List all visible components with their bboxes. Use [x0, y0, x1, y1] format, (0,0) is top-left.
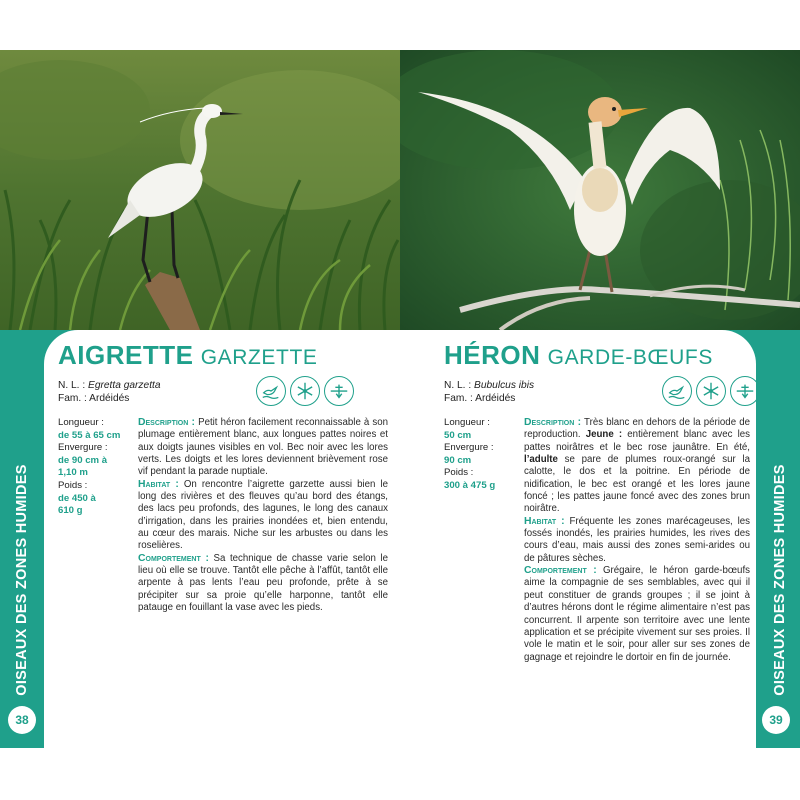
habitat-icons [662, 376, 760, 406]
page-number: 39 [762, 706, 790, 734]
title-main: AIGRETTE [58, 340, 194, 370]
family-label: Fam. : [444, 393, 473, 404]
species-title [58, 340, 318, 373]
bird-flight-icon [324, 376, 354, 406]
behaviour-text: Grégaire, le héron garde-bœufs aime la compagnie de ses semblables, avec qui il peut constituer de grands groupes ; il se joint à d’autres hérons dont le régime alimentaire n’est pas concurrent. Il arpente son territoire avec une lente application et se précipite vivement sur ses proies. Il vole le matin et le soir, pour aller sur ses zones de gagnage et rejoindre le dortoir en fin de journée. [524, 565, 750, 663]
snowflake-icon [696, 376, 726, 406]
family-value: Ardéidés [89, 393, 130, 404]
behaviour-paragraph [138, 553, 388, 615]
habitat-heading: Habitat : [524, 515, 565, 527]
species-card [44, 330, 400, 748]
title-main: HÉRON [444, 340, 541, 370]
latin-name-row [58, 379, 161, 392]
section-label: OISEAUX DES ZONES HUMIDES [14, 464, 30, 696]
latin-name-row [444, 379, 534, 392]
snowflake-icon [290, 376, 320, 406]
wingspan-label: Envergure : [444, 442, 494, 454]
little-egret-photo [0, 50, 400, 330]
weight-label: Poids : [58, 479, 88, 491]
behaviour-heading: Comportement : [524, 565, 597, 577]
behaviour-paragraph [524, 565, 750, 664]
title-sub: GARDE-BŒUFS [547, 346, 713, 369]
family-value: Ardéidés [475, 393, 516, 404]
wetland-bird-icon [662, 376, 692, 406]
page-right [400, 330, 800, 748]
latin-name-value: Bubulcus ibis [474, 380, 535, 391]
description-paragraph [524, 417, 750, 516]
wingspan-label: Envergure : [58, 442, 108, 454]
length-value: 50 cm [444, 429, 472, 441]
habitat-heading: Habitat : [138, 478, 179, 490]
taxonomy [58, 379, 161, 405]
description-text: Petit héron facilement reconnaissable à son plumage entièrement blanc, aux longues pattes noires et aux doigts jaunes visibles en vol. Bec noir avec les lores verts. Les doigts et les lores deviennent brièvement rose vif pendant la parade nuptiale. [138, 417, 388, 478]
latin-name-value: Egretta garzetta [88, 380, 161, 391]
length-label: Longueur : [58, 417, 104, 428]
behaviour-text: Sa technique de chasse varie selon le lieu où elle se trouve. Tantôt elle pêche à l’affût, tantôt elle arpente à pas lents l’eau peu profonde, prête à se précipiter sur sa proie qu’elle harponne, tantôt elle patauge en fouillant la vase avec les pieds. [138, 552, 388, 614]
measurements [444, 417, 520, 493]
description-heading: Description : [524, 417, 582, 428]
species-text [138, 417, 388, 615]
species-card [400, 330, 756, 748]
latin-name-label: N. L. : [444, 380, 472, 391]
species-title [444, 340, 713, 373]
length-value: de 55 à 65 cm [58, 429, 121, 441]
book-spread [0, 50, 800, 748]
weight-value: 610 g [58, 505, 83, 517]
length-label: Longueur : [444, 417, 490, 428]
habitat-paragraph [524, 516, 750, 565]
description-text: se pare de plumes roux-orangé sur la calotte, le dos et la poitrine. En période de nidification, le bec est orangé et les lores jaune foncé ; les pattes jaune foncé avec des zones brun noirâtre. [524, 454, 750, 515]
wingspan-value: de 90 cm à [58, 454, 108, 466]
weight-label: Poids : [444, 467, 474, 479]
family-row [58, 392, 161, 405]
description-heading: Description : [138, 417, 196, 428]
measurements [58, 417, 134, 518]
page-left [0, 330, 400, 748]
latin-name-label: N. L. : [58, 380, 86, 391]
wetland-bird-icon [256, 376, 286, 406]
wingspan-value: 90 cm [444, 454, 472, 466]
habitat-icons [256, 376, 354, 406]
description-paragraph [138, 417, 388, 479]
habitat-paragraph [138, 479, 388, 553]
wingspan-value: 1,10 m [58, 467, 88, 479]
adult-label: l’adulte [524, 454, 558, 466]
section-label: OISEAUX DES ZONES HUMIDES [772, 464, 788, 696]
weight-value: de 450 à [58, 492, 96, 504]
juvenile-label: Jeune : [585, 429, 623, 441]
species-text [524, 417, 750, 664]
description-text: Très blanc en dehors de la période de reproduction. [524, 417, 750, 441]
habitat-text: On rencontre l’aigrette garzette aussi bien le long des rivières et des fleuves qu’au bord des étangs, des lacs peu profonds, des lagunes, le long des canaux d’irrigation, dans les prairies inondées et, bien entendu, au cœur des marais. Niche sur les arbustes ou dans les roselières. [138, 478, 389, 552]
family-row [444, 392, 534, 405]
taxonomy [444, 379, 534, 405]
bird-flight-icon [730, 376, 760, 406]
page-number: 38 [8, 706, 36, 734]
family-label: Fam. : [58, 393, 87, 404]
behaviour-heading: Comportement : [138, 552, 209, 564]
habitat-text: Fréquente les zones marécageuses, les fossés inondés, les prairies humides, les rives des cours d’eau, mais aussi des zones semi-arides ou de pâtures sèches. [524, 515, 750, 564]
title-sub: GARZETTE [200, 346, 318, 369]
description-text: entièrement blanc avec les pattes noirâtres et le bec rose jaunâtre. En été, [524, 429, 750, 453]
weight-value: 300 à 475 g [444, 479, 496, 491]
cattle-egret-photo [400, 50, 800, 330]
